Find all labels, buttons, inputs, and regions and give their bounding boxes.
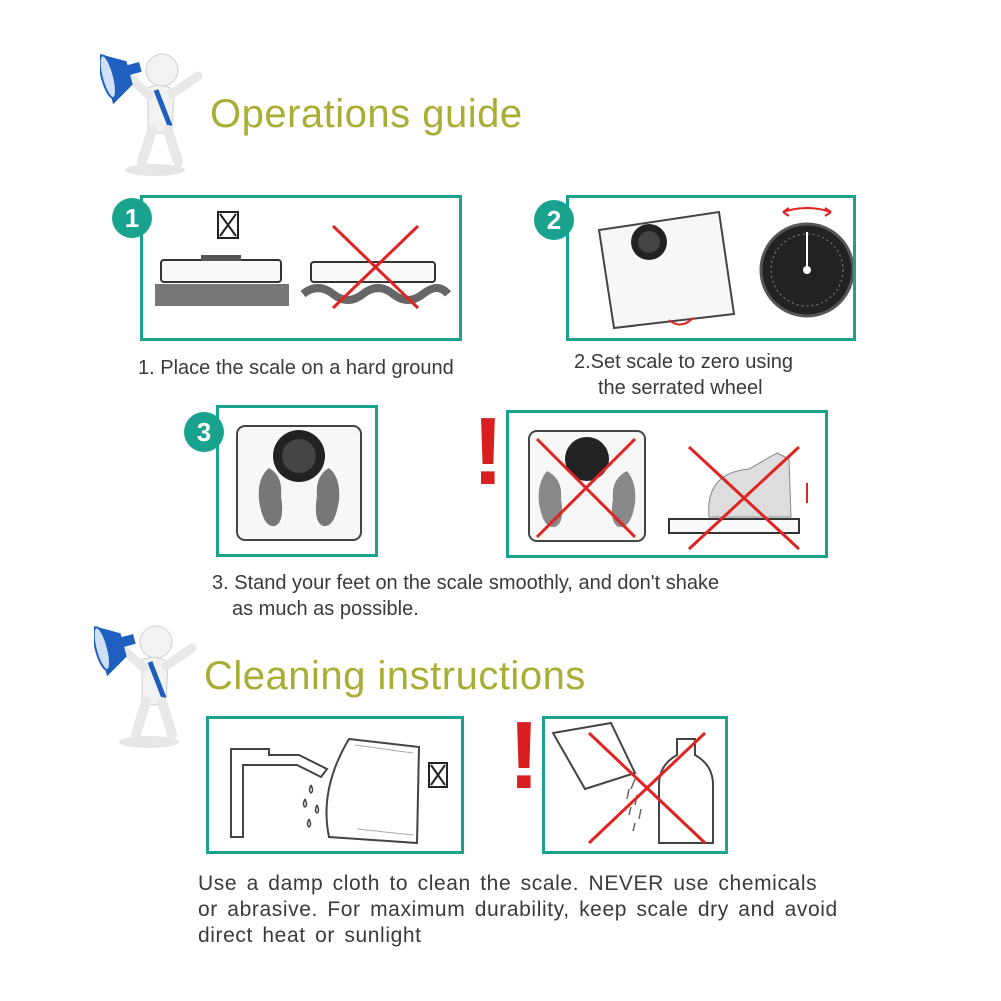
step-3-warning-panel bbox=[506, 410, 828, 558]
step-3-panel bbox=[216, 405, 378, 557]
step-3-badge: 3 bbox=[184, 412, 224, 452]
checkbox-cross-icon bbox=[429, 763, 447, 787]
dial-icon bbox=[761, 208, 853, 316]
step-1-badge: 1 bbox=[112, 198, 152, 238]
warning-mark-icon: ! bbox=[508, 702, 540, 809]
faucet-icon bbox=[231, 749, 327, 837]
cleaning-paragraph-line-3: direct heat or sunlight bbox=[198, 924, 422, 947]
step-2-caption-line2: the serrated wheel bbox=[598, 377, 763, 399]
step-3-caption-line2: as much as possible. bbox=[232, 598, 419, 620]
megaphone-mascot-icon bbox=[94, 602, 204, 752]
cloth-icon bbox=[327, 739, 420, 843]
step-2-badge: 2 bbox=[534, 200, 574, 240]
scale-icon bbox=[155, 255, 289, 306]
cleaning-forbidden-panel bbox=[542, 716, 728, 854]
bottle-icon bbox=[553, 723, 713, 843]
footprints-icon bbox=[237, 426, 361, 540]
step-2-caption-line1: 2.Set scale to zero using bbox=[574, 351, 794, 373]
scale-icon bbox=[599, 212, 734, 328]
step-1-caption: 1. Place the scale on a hard ground bbox=[138, 357, 454, 379]
cleaning-paragraph-line-2: or abrasive. For maximum durability, keep scale dry and avoid bbox=[198, 898, 838, 921]
footprints-icon bbox=[529, 431, 645, 541]
warning-mark-icon: ! bbox=[472, 398, 504, 505]
step-2-panel bbox=[566, 195, 856, 341]
operations-guide-heading: Operations guide bbox=[210, 92, 523, 136]
cleaning-allowed-panel bbox=[206, 716, 464, 854]
step-1-panel bbox=[140, 195, 462, 341]
cleaning-paragraph bbox=[198, 871, 838, 949]
cleaning-instructions-heading: Cleaning instructions bbox=[204, 654, 586, 698]
checkbox-cross-icon bbox=[218, 212, 238, 238]
foot-on-scale-icon bbox=[669, 447, 807, 549]
cleaning-paragraph-line-1: Use a damp cloth to clean the scale. NEVER use chemicals bbox=[198, 872, 818, 895]
step-3-caption-line1: 3. Stand your feet on the scale smoothly, and don't shake bbox=[212, 572, 720, 594]
megaphone-mascot-icon bbox=[100, 30, 210, 180]
